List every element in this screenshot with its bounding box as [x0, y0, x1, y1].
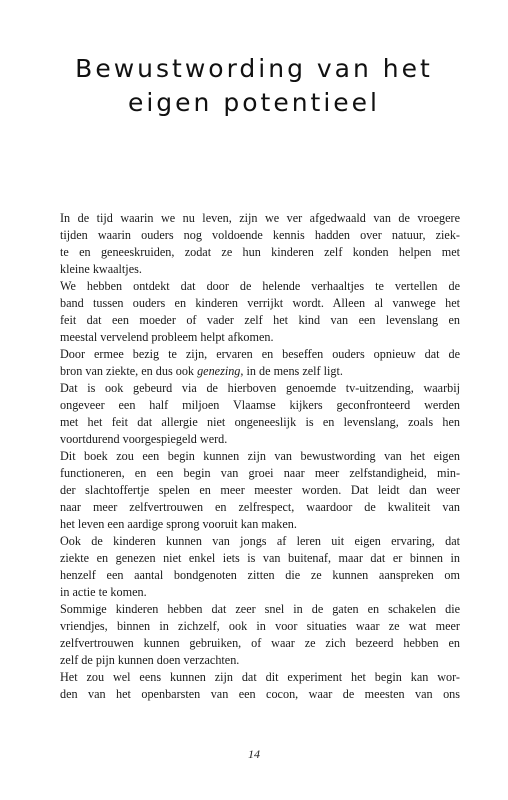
text-line: ziekte en genezen niet enkel iets is van buitenaf, maar dat er binnen in: [60, 551, 460, 565]
paragraph: [60, 448, 460, 533]
text-line: met het feit dat allergie niet ongeneeslijk is en levenslang, zoals hen: [60, 415, 460, 429]
text-line: Door ermee bezig te zijn, ervaren en beseffen ouders opnieuw dat de: [60, 347, 460, 361]
text-line: henzelf een aantal bondgenoten zitten die ze kunnen aanspreken om: [60, 568, 460, 582]
text-line: We hebben ontdekt dat door de helende verhaaltjes te vertellen de: [60, 279, 460, 293]
text-line: band tussen ouders en kinderen verrijkt wordt. Alleen al vanwege het: [60, 296, 460, 310]
text-line: meestal vervelend probleem helpt afkomen.: [60, 330, 274, 344]
text-line: der slachtoffertje spelen en meer meester worden. Dat leidt dan weer: [60, 483, 460, 497]
text-line: In de tijd waarin we nu leven, zijn we ver afgedwaald van de vroegere: [60, 211, 460, 225]
text-line: in actie te komen.: [60, 585, 147, 599]
text-line: Ook de kinderen kunnen van jongs af leren uit eigen ervaring, dat: [60, 534, 460, 548]
text-line: zelf de pijn kunnen doen verzachten.: [60, 653, 240, 667]
chapter-title-line-2: eigen potentieel: [127, 88, 381, 117]
text-line: bron van ziekte, en dus ook genezing, in de mens zelf ligt.: [60, 364, 343, 378]
paragraph: [60, 669, 460, 703]
paragraph: [60, 533, 460, 601]
text-line: Dat is ook gebeurd via de hierboven genoemde tv-uitzending, waarbij: [60, 381, 460, 395]
body-text: [60, 210, 460, 703]
paragraph: [60, 601, 460, 669]
text-line: tijden waarin ouders nog voldoende kennis hadden over natuur, ziek-: [60, 228, 460, 242]
text-line: te en geneeskruiden, zodat ze hun kinderen zelf konden helpen met: [60, 245, 460, 259]
paragraph: [60, 346, 460, 380]
text-line: zelfvertrouwen kunnen gebruiken, of waar ze zich bezeerd hebben en: [60, 636, 460, 650]
text-line: vriendjes, binnen in zichzelf, ook in voor situaties waar ze wat meer: [60, 619, 460, 633]
text-line: kleine kwaaltjes.: [60, 262, 142, 276]
text-line: Sommige kinderen hebben dat zeer snel in de gaten en schakelen die: [60, 602, 460, 616]
text-line: ongeveer een half miljoen Vlaamse kijkers geconfronteerd werden: [60, 398, 460, 412]
paragraph: [60, 210, 460, 278]
text-line: feit dat een moeder of vader zelf het kind van een levenslang en: [60, 313, 460, 327]
text-line: voortdurend voorgespiegeld werd.: [60, 432, 228, 446]
text-line: het leven een aardige sprong vooruit kan maken.: [60, 517, 297, 531]
emphasis-word: genezing: [197, 364, 241, 378]
text-line: functioneren, en een begin van groei naar meer zelfstandigheid, min-: [60, 466, 460, 480]
page-number: 14: [248, 747, 260, 761]
text-line: Dit boek zou een begin kunnen zijn van bewustwording van het eigen: [60, 449, 460, 463]
text-line: naar meer zelfvertrouwen en zelfrespect, waardoor de kwaliteit van: [60, 500, 460, 514]
paragraph: [60, 380, 460, 448]
text-line: den van het openbarsten van een cocon, waar de meesten van ons: [60, 687, 460, 701]
paragraph: [60, 278, 460, 346]
chapter-title-line-1: Bewustwording van het: [75, 54, 433, 83]
text-line: Het zou wel eens kunnen zijn dat dit experiment het begin kan wor-: [60, 670, 460, 684]
chapter-title: [0, 52, 508, 120]
